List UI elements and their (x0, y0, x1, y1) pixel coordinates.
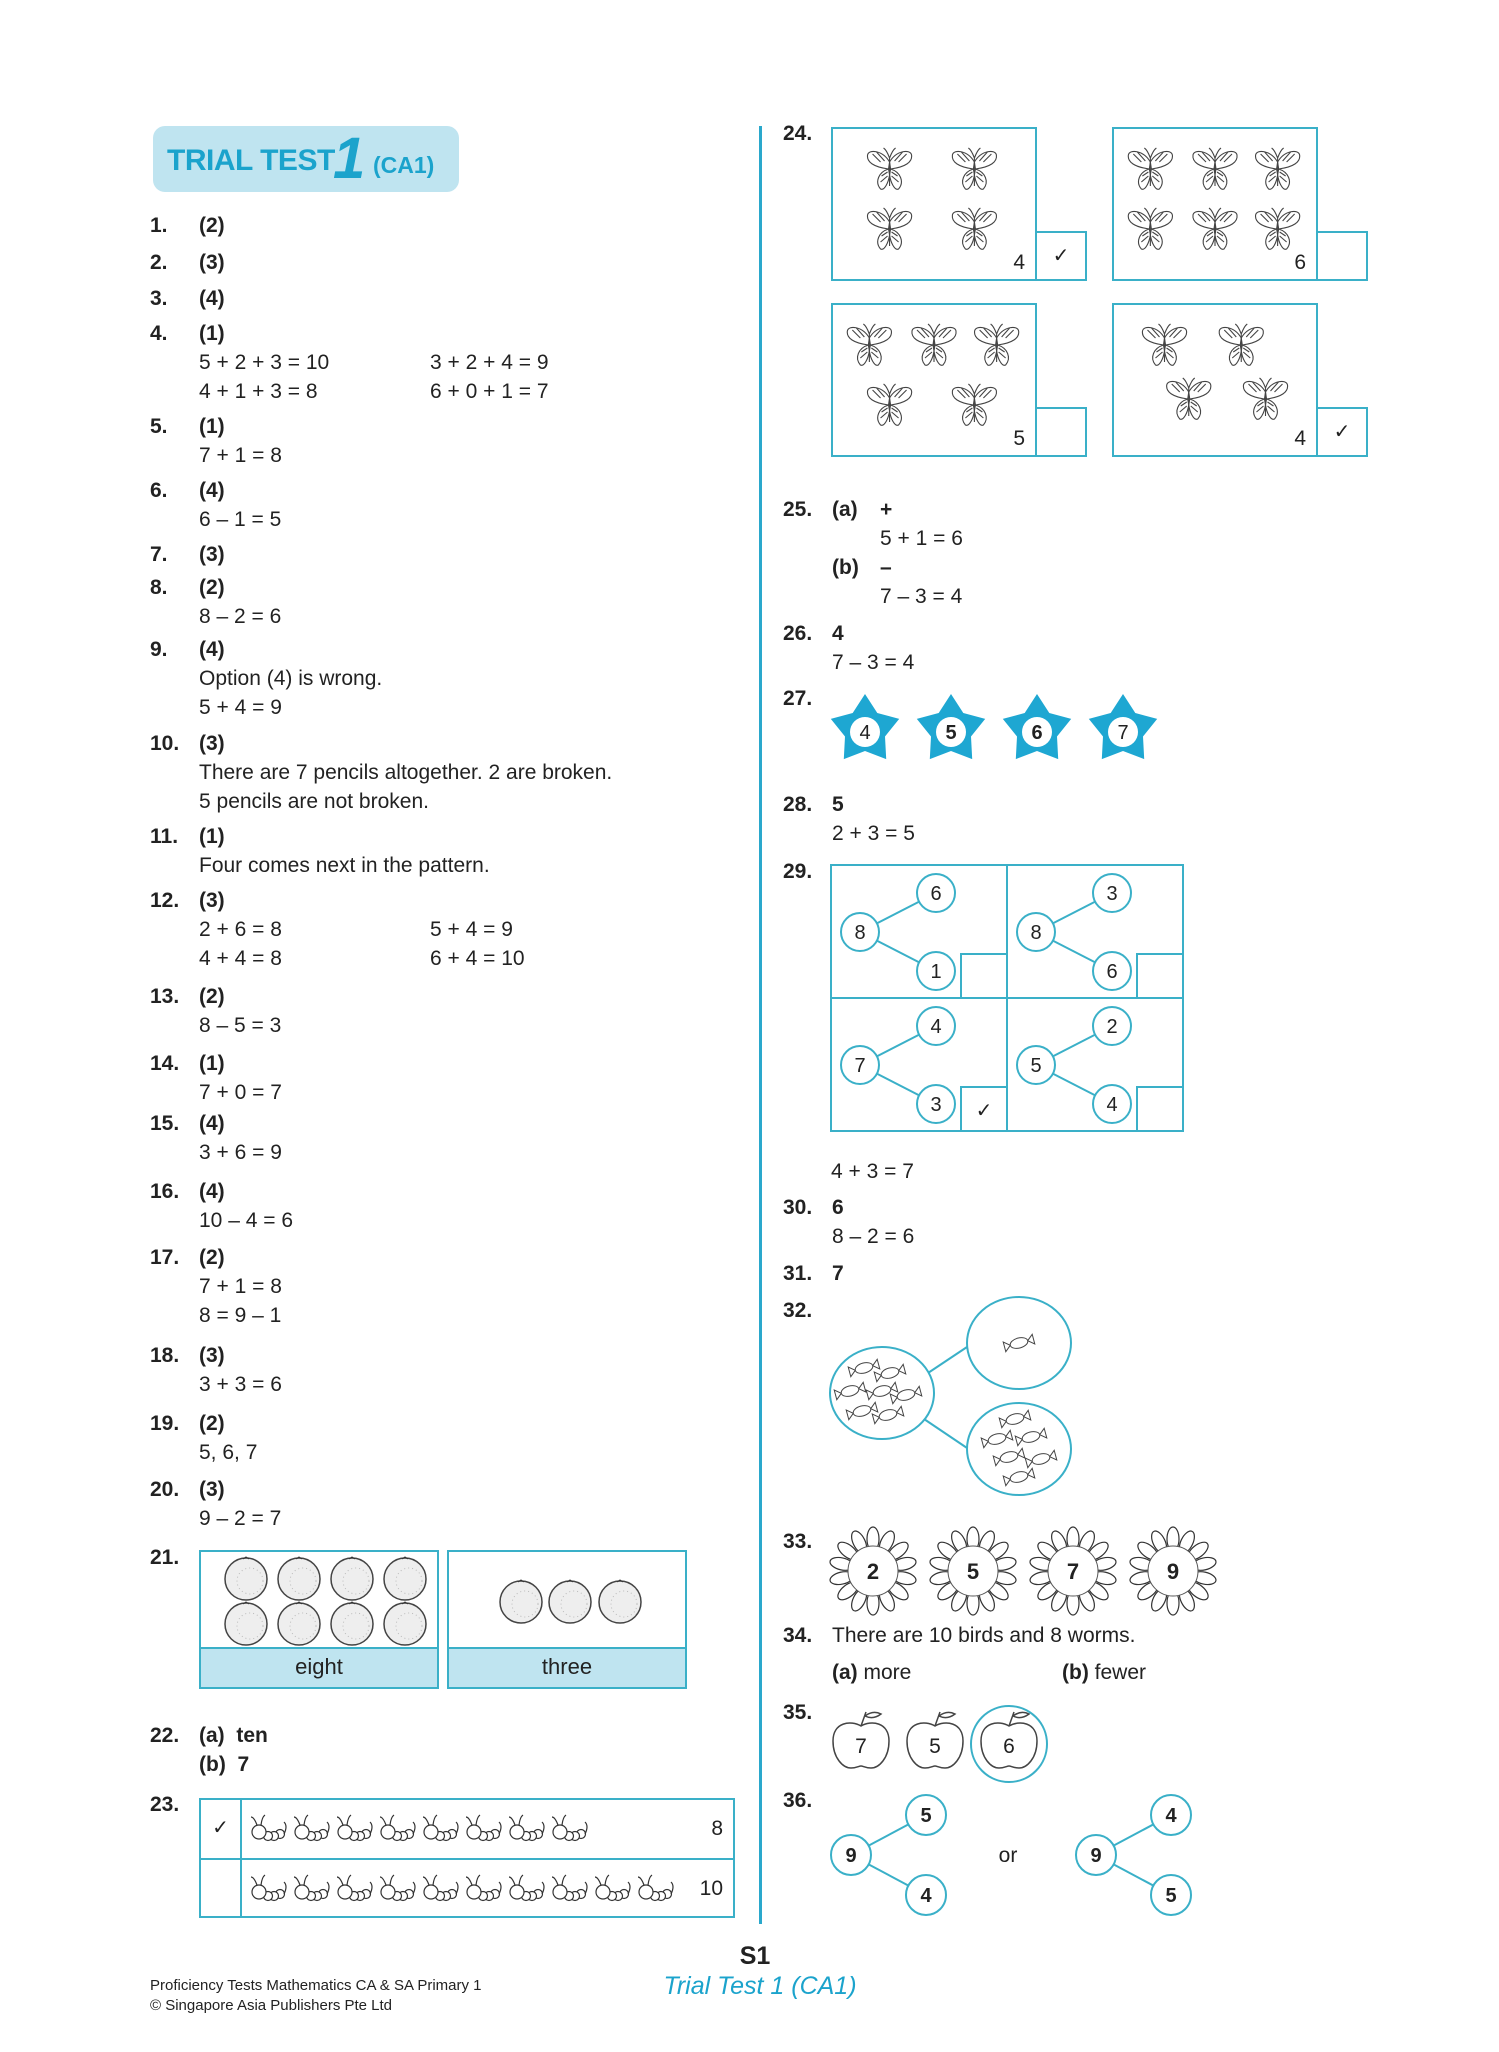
working-text: 5 pencils are not broken. (199, 790, 429, 813)
question-number: 7. (150, 543, 168, 566)
question-number: 33. (783, 1530, 813, 1553)
butterfly-icon (867, 208, 911, 249)
working-text: 9 – 2 = 7 (199, 1507, 282, 1530)
number-bond-value: 8 (854, 922, 866, 944)
answer-text: (3) (199, 889, 225, 912)
part-label: (b) (832, 556, 859, 579)
candy-part-whole-diagram (820, 1285, 1080, 1505)
answer-text: (4) (199, 1180, 225, 1203)
answer-text: (2) (199, 576, 225, 599)
tick-box: ✓ (1035, 231, 1087, 281)
fruit-count-box (447, 1550, 687, 1689)
question-number: 23. (150, 1793, 180, 1816)
caterpillar-icon (595, 1875, 630, 1901)
count-value: 4 (1013, 251, 1025, 274)
flower-icon (829, 1527, 917, 1615)
answer-text: fewer (1088, 1661, 1147, 1684)
number-bond-value: 4 (1165, 1805, 1177, 1827)
question-number: 15. (150, 1112, 180, 1135)
number-word-label: three (449, 1647, 685, 1687)
working-text: 2 + 3 = 5 (832, 822, 915, 845)
butterfly-icon (1193, 208, 1237, 249)
statement-text: There are 10 birds and 8 worms. (832, 1624, 1136, 1647)
answer-text: (3) (199, 1478, 225, 1501)
answer-text: (2) (199, 1246, 225, 1269)
butterflies-picture (833, 129, 1035, 279)
question-number: 4. (150, 322, 168, 345)
answer-text: more (857, 1661, 912, 1684)
working-text: 4 + 4 = 8 (199, 947, 282, 970)
answer-text: (4) (199, 479, 225, 502)
page-number: S1 (739, 1942, 771, 1970)
caterpillar-icon (380, 1815, 415, 1841)
caterpillar-icon (251, 1815, 286, 1841)
caterpillar-icon (337, 1875, 372, 1901)
flower-number: 7 (1066, 1559, 1080, 1584)
question-number: 19. (150, 1412, 180, 1435)
working-text: Four comes next in the pattern. (199, 854, 490, 877)
flower-number: 5 (966, 1559, 980, 1584)
butterfly-icon (1243, 378, 1287, 419)
question-number: 28. (783, 793, 813, 816)
part-label: (a) (832, 498, 858, 521)
star-number: 4 (859, 722, 871, 744)
caterpillar-icon (294, 1815, 329, 1841)
question-number: 22. (150, 1724, 180, 1747)
answer-text: (a) ten (199, 1724, 268, 1747)
working-text: Option (4) is wrong. (199, 667, 383, 690)
answer-text: + (880, 498, 893, 521)
butterfly-icon (1219, 324, 1263, 365)
butterfly-group-box (1112, 127, 1318, 281)
answer-text: (1) (199, 322, 225, 345)
footer-credits (150, 1976, 482, 2016)
working-text: 5 + 1 = 6 (880, 527, 963, 550)
answer-text: (3) (199, 1344, 225, 1367)
butterfly-group-box (831, 127, 1037, 281)
number-bond-value: 4 (920, 1885, 932, 1907)
flower-icon (1129, 1527, 1217, 1615)
working-text: 5 + 4 = 9 (430, 918, 513, 941)
caterpillar-icon (509, 1815, 544, 1841)
answer-text: (4) (199, 638, 225, 661)
question-number: 11. (150, 825, 179, 848)
working-text: 5 + 4 = 9 (199, 696, 282, 719)
caterpillar-row (240, 1798, 735, 1860)
butterflies-picture (833, 305, 1035, 455)
tick-box (1137, 1087, 1183, 1131)
question-number: 30. (783, 1196, 813, 1219)
question-number: 34. (783, 1624, 813, 1647)
answer-text: (1) (199, 825, 225, 848)
number-bonds-picture (820, 1785, 1200, 1925)
butterfly-icon (1128, 208, 1172, 249)
number-bond-value: 4 (930, 1016, 942, 1038)
caterpillar-icon (423, 1875, 458, 1901)
section-title: Trial Test 1 (CA1) (663, 1972, 857, 2000)
butterfly-icon (1256, 208, 1300, 249)
answer-text: 7 (832, 1262, 844, 1285)
working-text: 8 – 2 = 6 (832, 1225, 915, 1248)
caterpillars-picture (242, 1800, 692, 1858)
answer-text: (2) (199, 985, 225, 1008)
answer-text: 6 (832, 1196, 844, 1219)
butterfly-group-box (1112, 303, 1318, 457)
book-title: Proficiency Tests Mathematics CA & SA Primary 1 (150, 1977, 482, 1994)
butterflies-picture (1114, 129, 1316, 279)
star-number: 5 (945, 722, 957, 744)
working-text: There are 7 pencils altogether. 2 are broken. (199, 761, 613, 784)
oranges-picture (201, 1552, 437, 1652)
stars-picture (820, 690, 1180, 780)
oranges-picture (449, 1552, 685, 1652)
flower-icon (929, 1527, 1017, 1615)
question-number: 3. (150, 287, 168, 310)
tick-box (1316, 231, 1368, 281)
question-number: 12. (150, 889, 180, 912)
number-word-label: eight (201, 1647, 437, 1687)
working-text: 7 + 1 = 8 (199, 444, 282, 467)
question-number: 35. (783, 1701, 813, 1724)
caterpillar-icon (552, 1875, 587, 1901)
answer-text: (2) (199, 214, 225, 237)
number-bond-value: 6 (1106, 961, 1118, 983)
test-title-banner (153, 126, 459, 192)
caterpillar-icon (466, 1875, 501, 1901)
flower-icon (1029, 1527, 1117, 1615)
answer-text: (1) (199, 415, 225, 438)
fruit-count-box (199, 1550, 439, 1689)
count-value: 5 (1013, 427, 1025, 450)
count-value: 8 (711, 1817, 723, 1840)
number-bond-value: 1 (930, 961, 942, 983)
working-text: 3 + 6 = 9 (199, 1141, 282, 1164)
question-number: 13. (150, 985, 180, 1008)
question-number: 20. (150, 1478, 180, 1501)
number-bond-value: 9 (845, 1845, 857, 1867)
answer-text: 4 (832, 622, 844, 645)
test-number: 1 (333, 126, 366, 191)
working-text: 3 + 2 + 4 = 9 (430, 351, 549, 374)
or-label: or (998, 1844, 1018, 1867)
caterpillar-icon (552, 1815, 587, 1841)
butterfly-icon (867, 148, 911, 189)
question-number: 31. (783, 1262, 813, 1285)
answer-text: (4) (199, 287, 225, 310)
working-text: 8 – 5 = 3 (199, 1014, 282, 1037)
butterfly-icon (952, 384, 996, 425)
apple-number: 7 (855, 1735, 867, 1758)
caterpillar-icon (251, 1875, 286, 1901)
working-text: 4 + 1 + 3 = 8 (199, 380, 318, 403)
butterflies-picture (1114, 305, 1316, 455)
answer-text: (3) (199, 732, 225, 755)
answer-text: 5 (832, 793, 844, 816)
tick-box (1137, 954, 1183, 998)
star-number: 7 (1117, 722, 1129, 744)
butterfly-icon (975, 324, 1019, 365)
butterfly-icon (952, 208, 996, 249)
butterfly-icon (1193, 148, 1237, 189)
part-label: (a) (832, 1661, 858, 1684)
comparison-answer (1062, 1658, 1146, 1687)
apple-number: 5 (929, 1735, 941, 1758)
working-text: 6 + 4 = 10 (430, 947, 525, 970)
tick-box (961, 954, 1007, 998)
flowers-picture (820, 1520, 1240, 1624)
question-number: 8. (150, 576, 168, 599)
number-bond-grid (831, 865, 1185, 1133)
number-bond-value: 6 (930, 883, 942, 905)
butterfly-icon (867, 384, 911, 425)
working-text: 7 + 0 = 7 (199, 1081, 282, 1104)
count-value: 4 (1294, 427, 1306, 450)
caterpillar-icon (423, 1815, 458, 1841)
caterpillar-icon (294, 1875, 329, 1901)
working-text: 3 + 3 = 6 (199, 1373, 282, 1396)
number-bond-value: 8 (1030, 922, 1042, 944)
question-number: 1. (150, 214, 168, 237)
count-value: 6 (1294, 251, 1306, 274)
question-number: 6. (150, 479, 168, 502)
butterfly-icon (1128, 148, 1172, 189)
working-text: 5, 6, 7 (199, 1441, 258, 1464)
butterfly-group-box (831, 303, 1037, 457)
check-mark: ✓ (975, 1100, 993, 1122)
apple-number: 6 (1003, 1735, 1015, 1758)
number-bond-value: 4 (1106, 1094, 1118, 1116)
star-number: 6 (1031, 722, 1043, 744)
number-bond-value: 3 (930, 1094, 942, 1116)
answer-text: (1) (199, 1052, 225, 1075)
part-label: (b) (1062, 1661, 1089, 1684)
question-number: 14. (150, 1052, 180, 1075)
number-bond-value: 3 (1106, 883, 1118, 905)
flower-number: 2 (866, 1559, 880, 1584)
number-bond-value: 9 (1090, 1845, 1102, 1867)
question-number: 32. (783, 1299, 813, 1322)
working-text: 7 + 1 = 8 (199, 1275, 282, 1298)
apple-icon (833, 1712, 889, 1768)
count-value: 10 (699, 1877, 723, 1900)
number-bond-value: 7 (854, 1055, 866, 1077)
number-bond-value: 5 (1030, 1055, 1042, 1077)
apple-icon (907, 1712, 963, 1768)
number-bond-value: 5 (1165, 1885, 1177, 1907)
butterfly-icon (912, 324, 956, 365)
answer-text: (2) (199, 1412, 225, 1435)
test-title: TRIAL TEST (167, 144, 335, 177)
question-number: 26. (783, 622, 813, 645)
answer-text: – (880, 556, 892, 579)
question-number: 36. (783, 1789, 813, 1812)
working-text: 7 – 3 = 4 (880, 585, 963, 608)
working-text: 2 + 6 = 8 (199, 918, 282, 941)
question-number: 27. (783, 687, 813, 710)
working-text: 4 + 3 = 7 (831, 1160, 914, 1183)
butterfly-icon (1256, 148, 1300, 189)
question-number: 5. (150, 415, 168, 438)
caterpillar-icon (337, 1815, 372, 1841)
copyright: © Singapore Asia Publishers Pte Ltd (150, 1997, 393, 2014)
question-number: 25. (783, 498, 813, 521)
comparison-answer (832, 1658, 911, 1687)
answer-text: (3) (199, 543, 225, 566)
butterfly-icon (847, 324, 891, 365)
tick-box: ✓ (1316, 407, 1368, 457)
question-number: 17. (150, 1246, 180, 1269)
butterfly-icon (1167, 378, 1211, 419)
caterpillar-icon (380, 1875, 415, 1901)
working-text: 8 – 2 = 6 (199, 605, 282, 628)
question-number: 16. (150, 1180, 180, 1203)
question-number: 2. (150, 251, 168, 274)
test-code: (CA1) (373, 152, 435, 178)
apple-icon (981, 1712, 1037, 1768)
column-divider (759, 126, 762, 1924)
working-text: 8 = 9 – 1 (199, 1304, 282, 1327)
caterpillar-icon (509, 1875, 544, 1901)
answer-text: (3) (199, 251, 225, 274)
working-text: 6 – 1 = 5 (199, 508, 282, 531)
caterpillar-icon (638, 1875, 673, 1901)
working-text: 5 + 2 + 3 = 10 (199, 351, 330, 374)
working-text: 6 + 0 + 1 = 7 (430, 380, 549, 403)
answer-text: (4) (199, 1112, 225, 1135)
question-number: 9. (150, 638, 168, 661)
caterpillar-row (240, 1858, 735, 1918)
tick-box (1035, 407, 1087, 457)
number-bond-value: 5 (920, 1805, 932, 1827)
flower-number: 9 (1166, 1559, 1180, 1584)
caterpillar-icon (466, 1815, 501, 1841)
check-cell: ✓ (199, 1798, 242, 1860)
butterfly-icon (1142, 324, 1186, 365)
answer-text: (b) 7 (199, 1753, 250, 1776)
apples-picture (820, 1690, 1080, 1790)
question-number: 24. (783, 122, 813, 145)
butterfly-icon (952, 148, 996, 189)
question-number: 18. (150, 1344, 180, 1367)
caterpillars-picture (242, 1860, 692, 1918)
question-number: 21. (150, 1546, 180, 1569)
number-bond-value: 2 (1106, 1016, 1118, 1038)
question-number: 29. (783, 860, 813, 883)
check-cell (199, 1858, 242, 1918)
working-text: 10 – 4 = 6 (199, 1209, 293, 1232)
working-text: 7 – 3 = 4 (832, 651, 915, 674)
question-number: 10. (150, 732, 180, 755)
